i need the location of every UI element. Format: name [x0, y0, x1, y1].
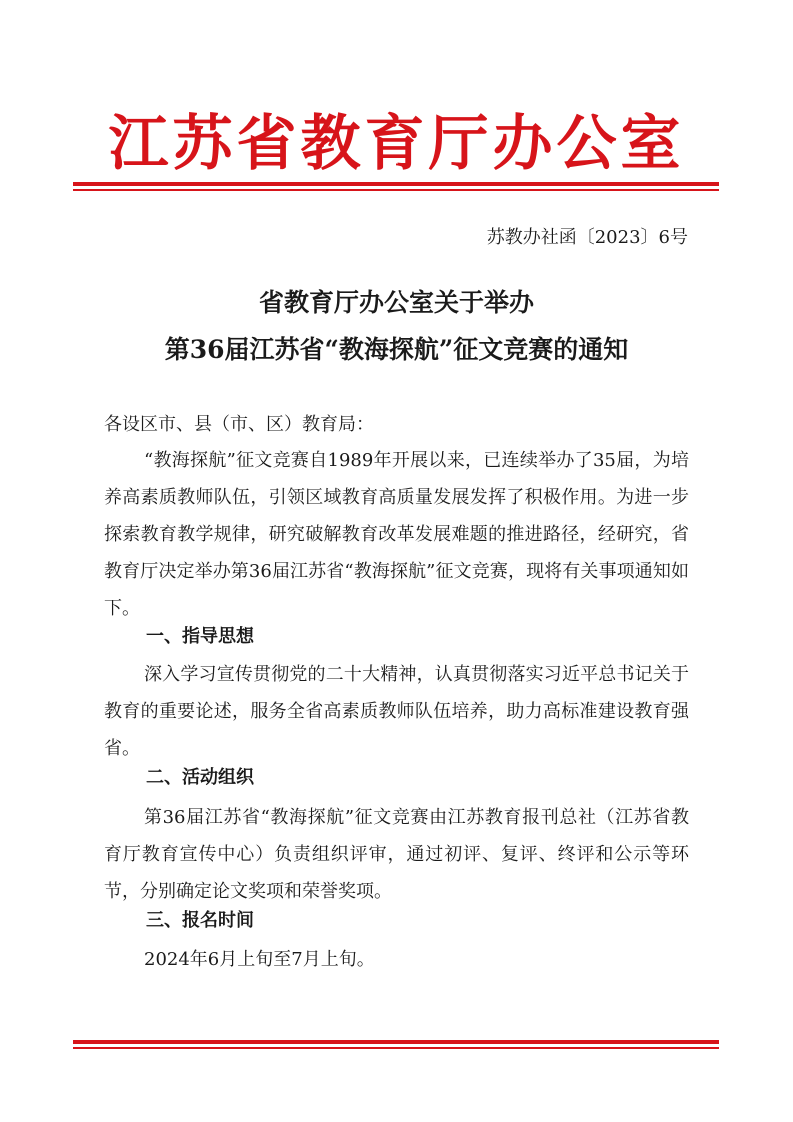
section-heading-registration-time: 三、报名时间	[146, 910, 254, 931]
section-body-registration-time: 2024年6月上旬至7月上旬。	[144, 949, 375, 970]
document-number: 苏教办社函〔2023〕6号	[486, 227, 688, 248]
section-heading-organization: 二、活动组织	[146, 767, 254, 788]
document-title-line-2: 第36届江苏省“教海探航”征文竞赛的通知	[164, 335, 629, 364]
footer-rule-thin	[73, 1047, 719, 1049]
document-title-line-1: 省教育厅办公室关于举办	[258, 288, 534, 317]
letterhead-title: 江苏省教育厅办公室	[108, 109, 685, 179]
intro-paragraph: “教海探航”征文竞赛自1989年开展以来，已连续举办了35届，为培养高素质教师队伍，引领区域教育高质量发展发挥了积极作用。为进一步探索教育教学规律，研究破解教育改革发展难题的推进路径，经研究，省教育厅决定举办第36届江苏省“教海探航”征文竞赛，现将有关事项通知如下。	[104, 450, 689, 619]
footer-rule-thick	[73, 1040, 719, 1044]
letterhead-rule-thick	[73, 182, 719, 186]
letterhead-rule-thin	[73, 189, 719, 191]
section-body-guiding-ideology: 深入学习宣传贯彻党的二十大精神，认真贯彻落实习近平总书记关于教育的重要论述，服务全省高素质教师队伍培养，助力高标准建设教育强省。	[104, 664, 689, 759]
section-heading-guiding-ideology: 一、指导思想	[146, 626, 254, 647]
salutation: 各设区市、县（市、区）教育局：	[104, 414, 374, 435]
section-body-organization: 第36届江苏省“教海探航”征文竞赛由江苏教育报刊总社（江苏省教育厅教育宣传中心）负责组织评审，通过初评、复评、终评和公示等环节，分别确定论文奖项和荣誉奖项。	[104, 807, 689, 902]
